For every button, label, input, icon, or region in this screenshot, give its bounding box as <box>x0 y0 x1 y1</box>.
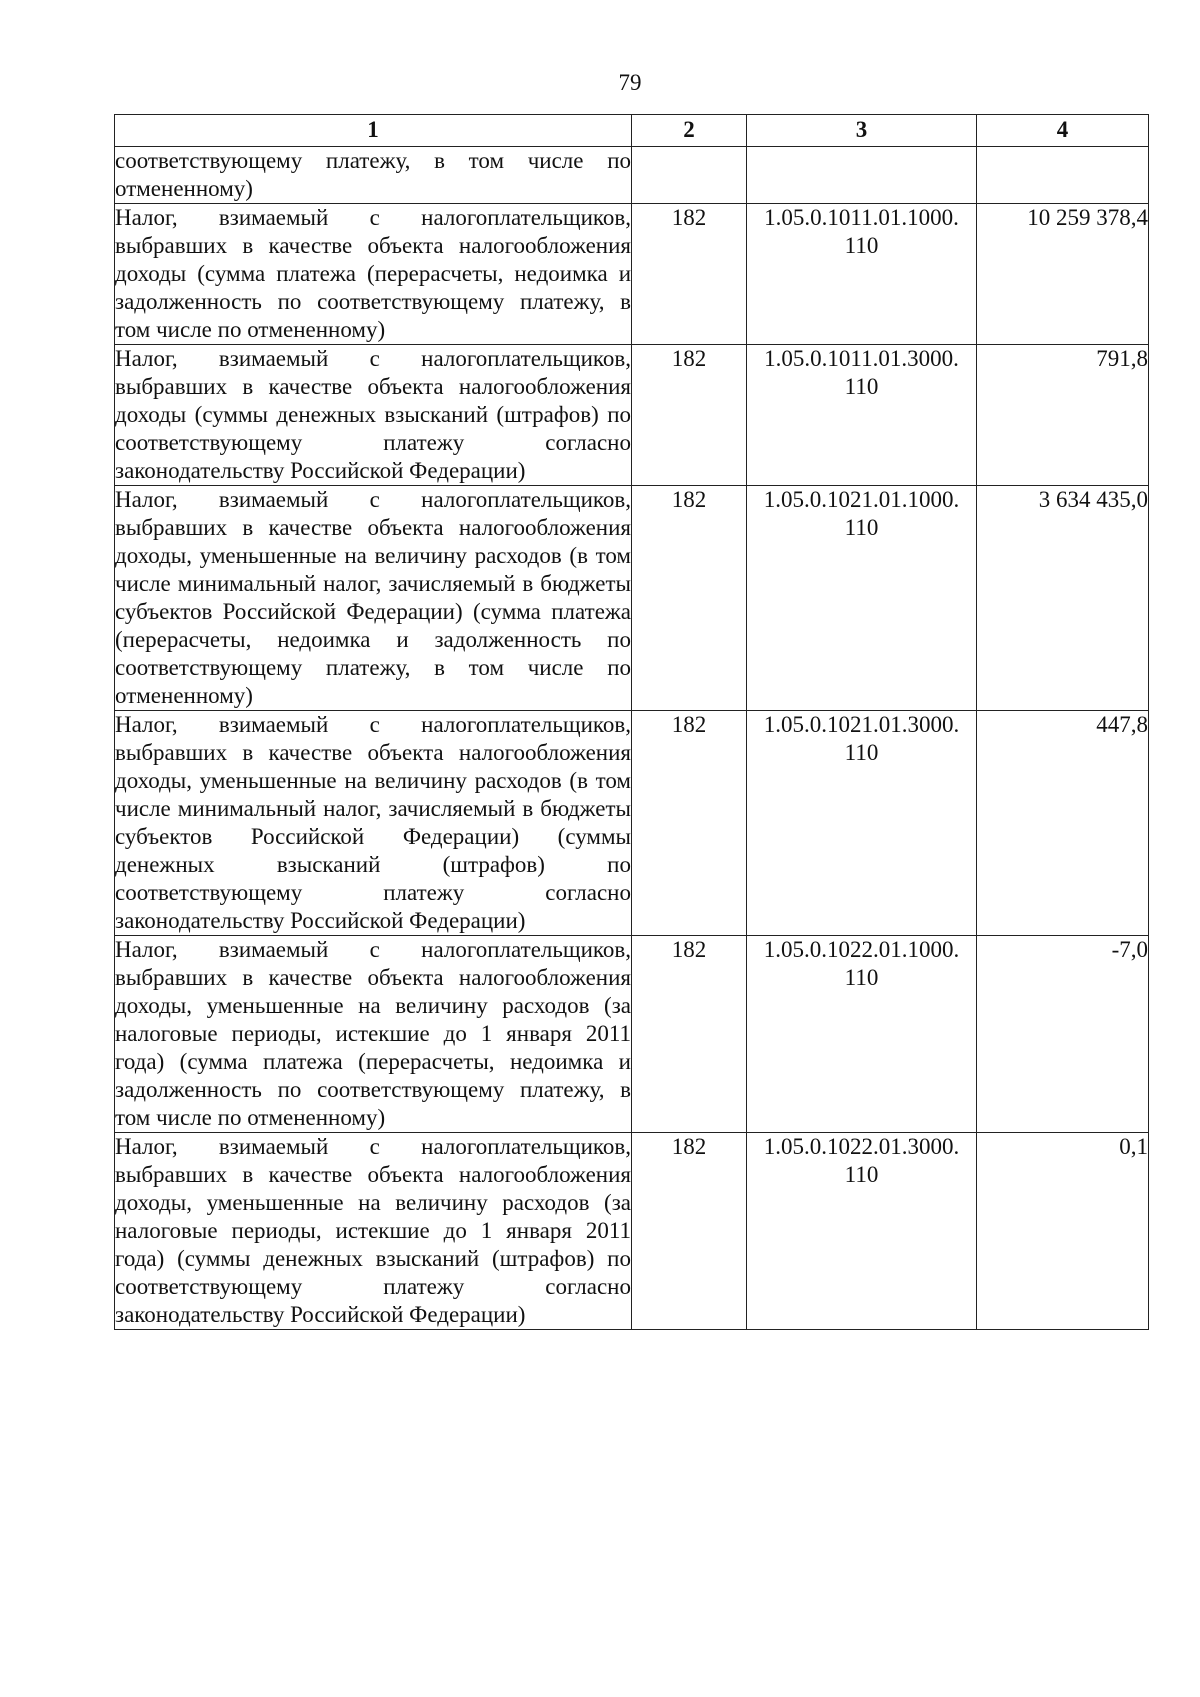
row-budget-code <box>747 711 977 936</box>
table-row <box>115 147 1149 204</box>
budget-code-text: 1.05.0.1022.01.1000. 110 <box>763 937 960 990</box>
row-description: Налог, взимаемый с налогоплательщиков, выбравших в качестве объекта налогообложения доходы (суммы денежных взысканий (штрафов) по соответствующему платежу согласно законодательству Российской Федерации) <box>115 345 632 486</box>
row-budget-code <box>747 936 977 1133</box>
row-admin-code: 182 <box>632 1133 747 1330</box>
row-budget-code <box>747 345 977 486</box>
row-admin-code: 182 <box>632 345 747 486</box>
budget-code-text: 1.05.0.1021.01.1000. 110 <box>763 487 960 540</box>
row-admin-code: 182 <box>632 711 747 936</box>
row-admin-code: 182 <box>632 486 747 711</box>
column-header-4: 4 <box>977 115 1149 147</box>
table-row <box>115 345 1149 486</box>
budget-code-text: 1.05.0.1022.01.3000. 110 <box>763 1134 960 1187</box>
row-description: Налог, взимаемый с налогоплательщиков, выбравших в качестве объекта налогообложения доходы, уменьшенные на величину расходов (в том числе минимальный налог, зачисляемый в бюджеты субъектов Российской Федерации) (суммы денежных взысканий (штрафов) по соответствующему платежу согласно законодательству Российской Федерации) <box>115 711 632 936</box>
row-admin-code: 182 <box>632 204 747 345</box>
row-description: соответствующему платежу, в том числе по отмененному) <box>115 147 632 204</box>
row-amount <box>977 147 1149 204</box>
column-header-2: 2 <box>632 115 747 147</box>
table-row <box>115 486 1149 711</box>
row-description: Налог, взимаемый с налогоплательщиков, выбравших в качестве объекта налогообложения доходы, уменьшенные на величину расходов (за налоговые периоды, истекшие до 1 января 2011 года) (сумма платежа (перерасчеты, недоимка и задолженность по соответствующему платежу, в том числе по отмененному) <box>115 936 632 1133</box>
row-description: Налог, взимаемый с налогоплательщиков, выбравших в качестве объекта налогообложения доходы, уменьшенные на величину расходов (за налоговые периоды, истекшие до 1 января 2011 года) (суммы денежных взысканий (штрафов) по соответствующему платежу согласно законодательству Российской Федерации) <box>115 1133 632 1330</box>
table-row <box>115 936 1149 1133</box>
row-amount: -7,0 <box>977 936 1149 1133</box>
revenue-table <box>114 114 1149 1330</box>
row-amount: 10 259 378,4 <box>977 204 1149 345</box>
budget-code-text: 1.05.0.1021.01.3000. 110 <box>763 712 960 765</box>
row-amount: 447,8 <box>977 711 1149 936</box>
row-description: Налог, взимаемый с налогоплательщиков, выбравших в качестве объекта налогообложения доходы, уменьшенные на величину расходов (в том числе минимальный налог, зачисляемый в бюджеты субъектов Российской Федерации) (сумма платежа (перерасчеты, недоимка и задолженность по соответствующему платежу, в том числе по отмененному) <box>115 486 632 711</box>
row-budget-code <box>747 204 977 345</box>
row-admin-code: 182 <box>632 936 747 1133</box>
table-row <box>115 1133 1149 1330</box>
row-description: Налог, взимаемый с налогоплательщиков, выбравших в качестве объекта налогообложения доходы (сумма платежа (перерасчеты, недоимка и задолженность по соответствующему платежу, в том числе по отмененному) <box>115 204 632 345</box>
row-budget-code <box>747 1133 977 1330</box>
column-header-1: 1 <box>115 115 632 147</box>
budget-code-text: 1.05.0.1011.01.1000. 110 <box>764 205 959 258</box>
row-budget-code <box>747 147 977 204</box>
table-header-row <box>115 115 1149 147</box>
table-row <box>115 204 1149 345</box>
budget-code-text: 1.05.0.1011.01.3000. 110 <box>764 346 959 399</box>
row-budget-code <box>747 486 977 711</box>
row-amount: 0,1 <box>977 1133 1149 1330</box>
column-header-3: 3 <box>747 115 977 147</box>
row-admin-code <box>632 147 747 204</box>
row-amount: 3 634 435,0 <box>977 486 1149 711</box>
row-amount: 791,8 <box>977 345 1149 486</box>
table-row <box>115 711 1149 936</box>
page-number: 79 <box>618 70 642 95</box>
